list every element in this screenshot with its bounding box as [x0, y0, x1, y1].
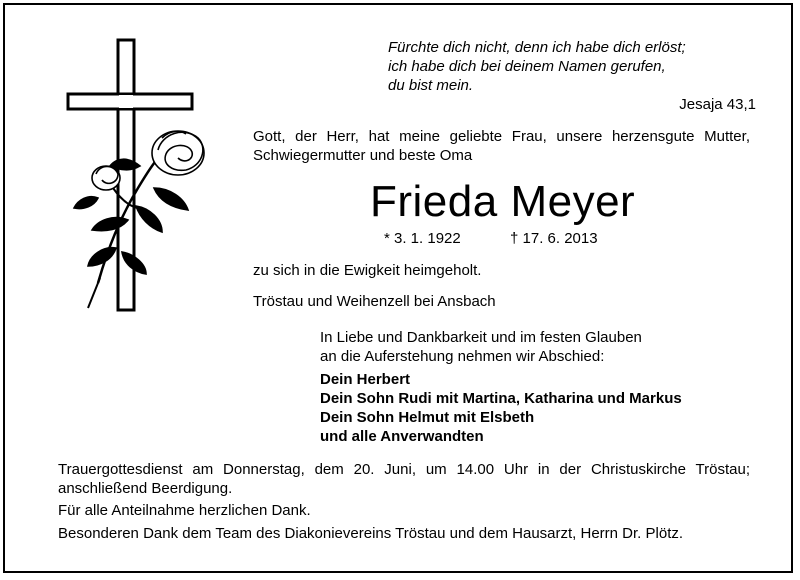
family-list [320, 370, 682, 446]
family-member: Dein Sohn Helmut mit Elsbeth [320, 409, 535, 426]
verse-reference: Jesaja 43,1 [679, 96, 756, 113]
family-member: und alle Anverwandten [320, 428, 484, 445]
thanks-text: Für alle Anteilnahme herzlichen Dank. [58, 502, 311, 519]
special-thanks-text: Besonderen Dank dem Team des Diakonievereins Tröstau und dem Hausarzt, Herrn Dr. Plötz. [58, 525, 684, 542]
announcement-intro: Gott, der Herr, hat meine geliebte Frau, unsere herzensgute Mutter, Schwiegermutter und beste Oma [253, 128, 750, 164]
bible-verse [388, 38, 768, 95]
place-text: Tröstau und Weihenzell bei Ansbach [253, 293, 496, 310]
farewell-line: In Liebe und Dankbarkeit und im festen Glauben [320, 329, 642, 346]
family-member: Dein Sohn Rudi mit Martina, Katharina und Markus [320, 390, 682, 407]
verse-line: du bist mein. [388, 77, 474, 94]
farewell-line: an die Auferstehung nehmen wir Abschied: [320, 348, 605, 365]
farewell-text [320, 328, 642, 366]
cross-with-rose-illustration [58, 38, 248, 318]
deceased-name: Frieda Meyer [370, 177, 636, 226]
verse-line: ich habe dich bei deinem Namen gerufen, [388, 58, 666, 75]
verse-line: Fürchte dich nicht, denn ich habe dich erlöst; [388, 39, 686, 56]
birth-date: * 3. 1. 1922 [384, 230, 461, 247]
family-member: Dein Herbert [320, 371, 411, 388]
death-date: † 17. 6. 2013 [510, 230, 598, 247]
taken-home-text: zu sich in die Ewigkeit heimgeholt. [253, 262, 482, 279]
funeral-service-text: Trauergottesdienst am Donnerstag, dem 20. Juni, um 14.00 Uhr in der Christuskirche Tröstau; anschließend Beerdigung. [58, 461, 750, 497]
rose-icon [74, 131, 204, 308]
